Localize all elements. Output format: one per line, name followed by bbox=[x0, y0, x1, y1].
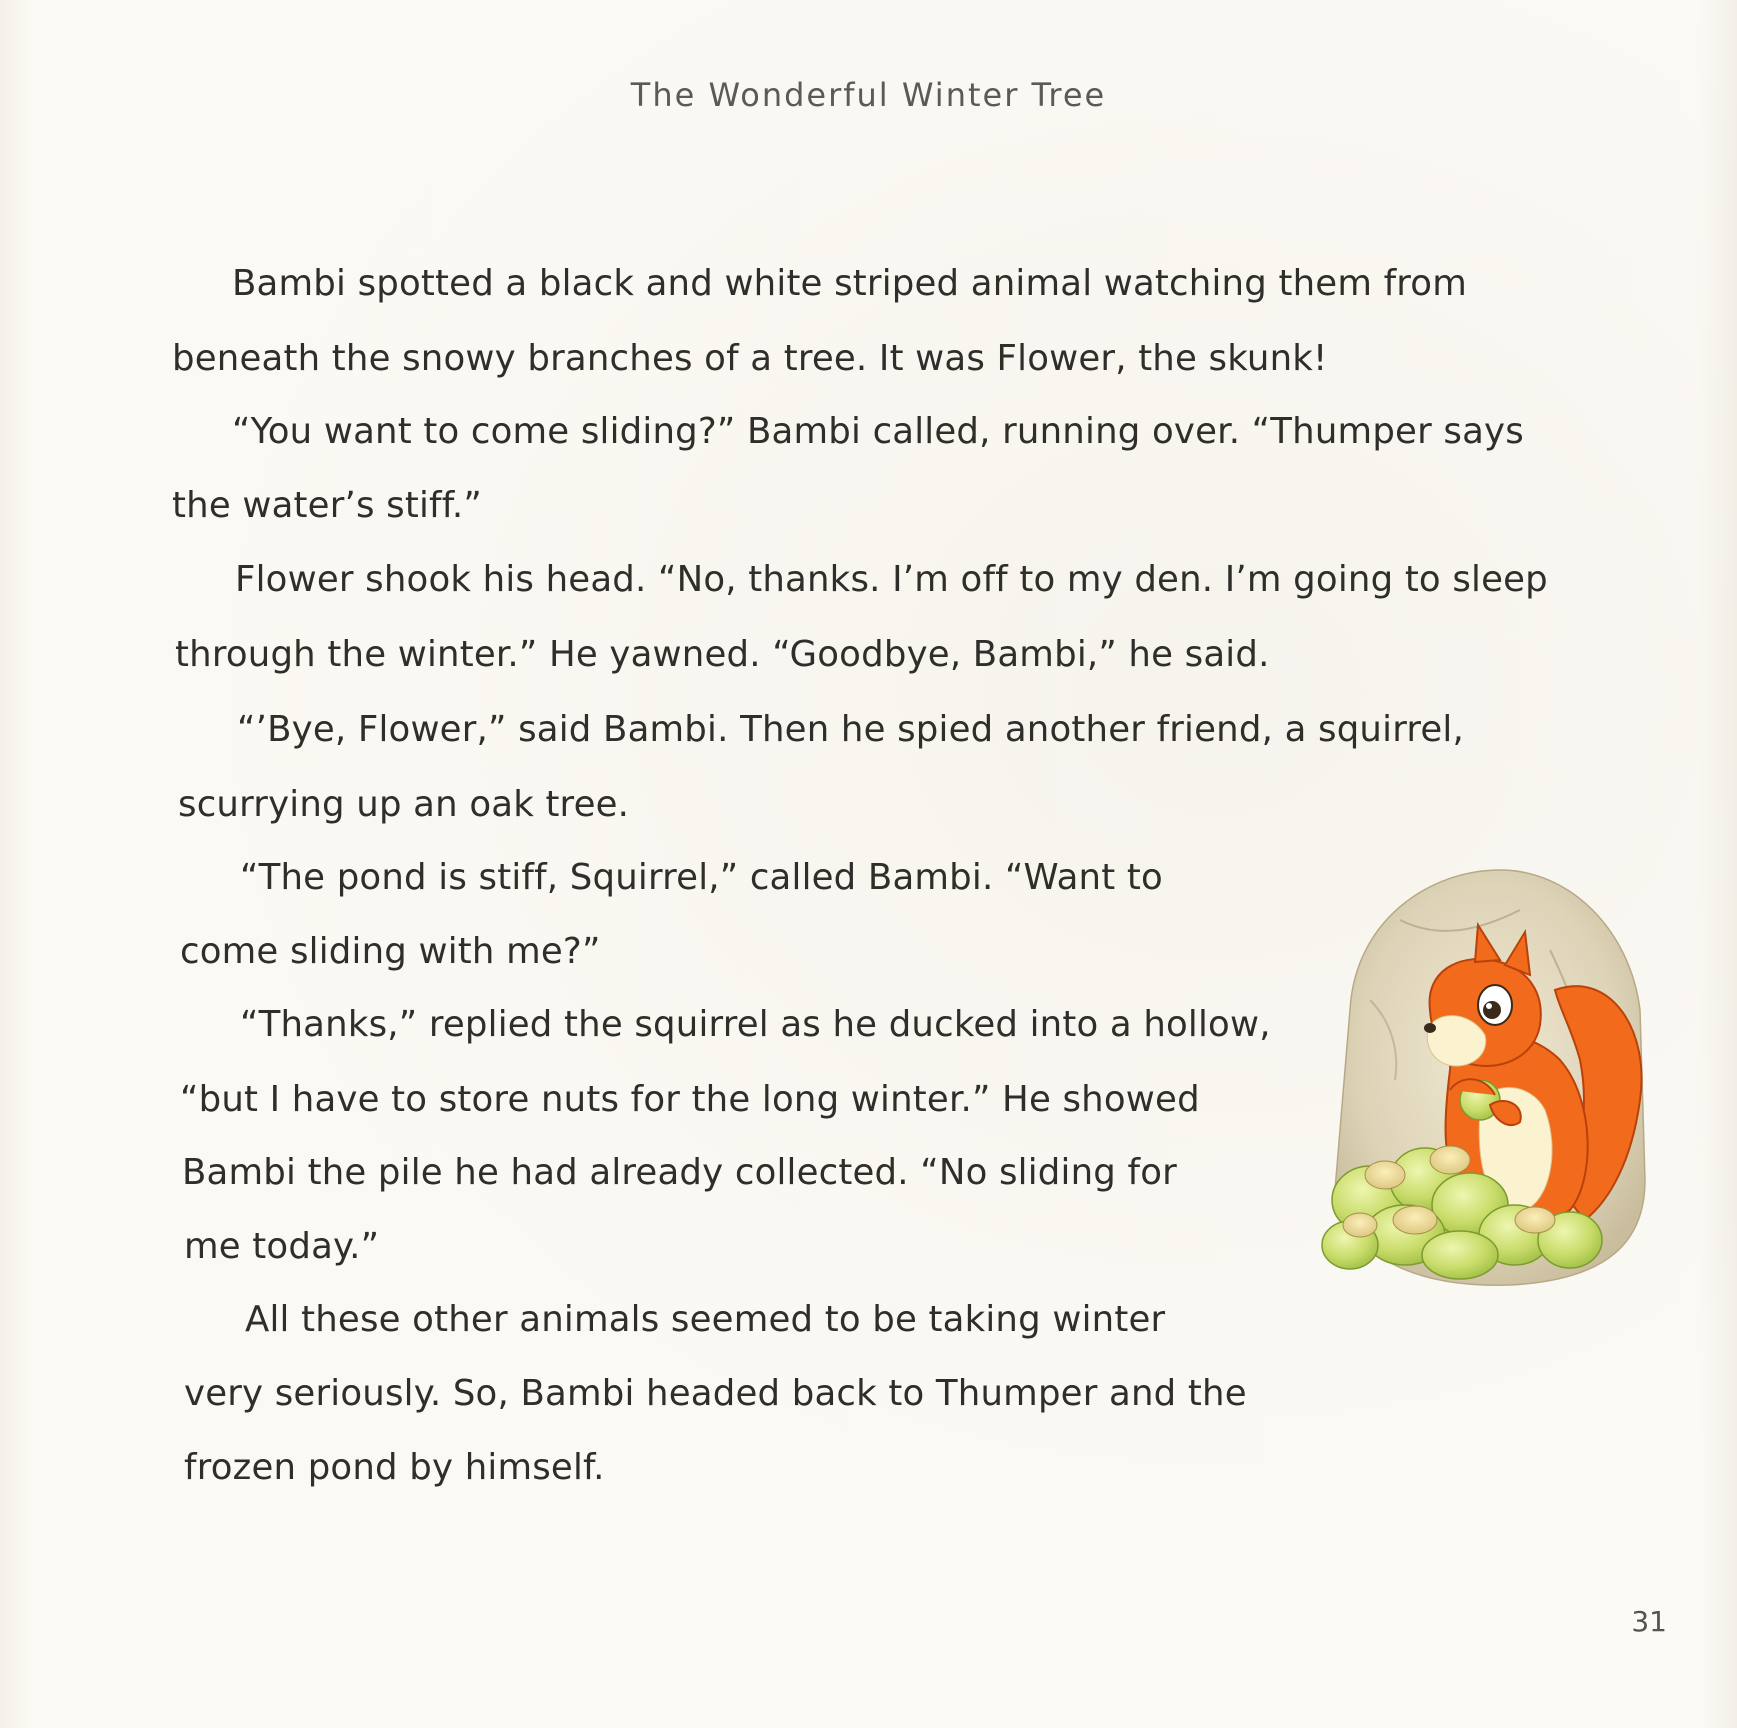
text-line: Bambi the pile he had already collected. “No sliding for bbox=[182, 1152, 1177, 1193]
text-line: “Thanks,” replied the squirrel as he ducked into a hollow, bbox=[240, 1004, 1271, 1045]
text-line: “but I have to store nuts for the long winter.” He showed bbox=[180, 1079, 1200, 1120]
text-line: beneath the snowy branches of a tree. It was Flower, the skunk! bbox=[172, 338, 1328, 379]
text-line: through the winter.” He yawned. “Goodbye, Bambi,” he said. bbox=[175, 634, 1270, 675]
running-title: The Wonderful Winter Tree bbox=[630, 76, 1107, 114]
text-line: frozen pond by himself. bbox=[184, 1447, 605, 1488]
text-line: “’Bye, Flower,” said Bambi. Then he spied another friend, a squirrel, bbox=[237, 709, 1464, 750]
page-number: 31 bbox=[1631, 1605, 1667, 1638]
text-line: Flower shook his head. “No, thanks. I’m off to my den. I’m going to sleep bbox=[235, 559, 1548, 600]
text-line: me today.” bbox=[184, 1226, 380, 1267]
text-line: very seriously. So, Bambi headed back to Thumper and the bbox=[184, 1373, 1247, 1414]
text-line: “You want to come sliding?” Bambi called, running over. “Thumper says bbox=[232, 411, 1524, 452]
squirrel-illustration bbox=[1310, 860, 1650, 1290]
text-line: come sliding with me?” bbox=[180, 931, 601, 972]
text-line: Bambi spotted a black and white striped animal watching them from bbox=[232, 263, 1467, 304]
text-line: scurrying up an oak tree. bbox=[178, 784, 630, 825]
text-line: All these other animals seemed to be taking winter bbox=[245, 1299, 1166, 1340]
text-line: the water’s stiff.” bbox=[172, 485, 482, 526]
text-line: “The pond is stiff, Squirrel,” called Bambi. “Want to bbox=[240, 857, 1163, 898]
